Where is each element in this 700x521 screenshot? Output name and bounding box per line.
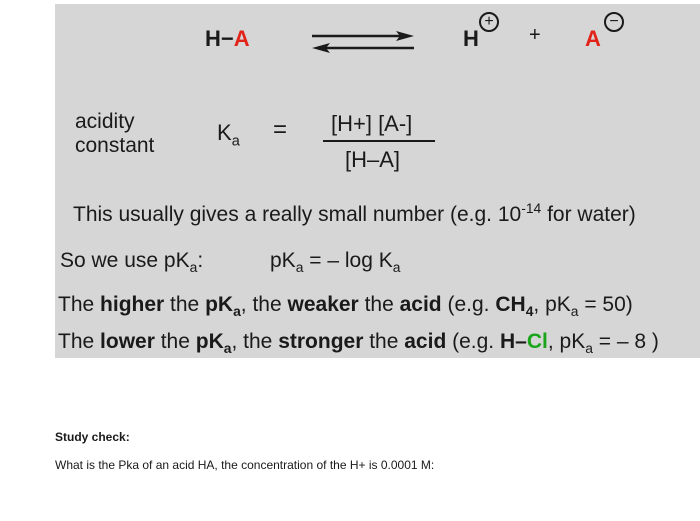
use-pka-sub: a <box>189 259 198 276</box>
small-number-note <box>73 200 636 227</box>
rule-sub: a <box>223 340 232 357</box>
pka-formula-sub2: a <box>392 259 401 276</box>
rule-sub: a <box>570 303 579 320</box>
bond-dash: − <box>220 26 234 51</box>
pka-formula-sub: a <box>295 259 304 276</box>
study-check-heading: Study check: <box>55 430 130 444</box>
rule-bold: pK <box>195 330 224 353</box>
rule-bold-formula <box>500 330 548 353</box>
negative-charge-icon: − <box>604 12 624 32</box>
note-exponent: -14 <box>521 200 542 216</box>
rule-text: the <box>358 293 400 316</box>
chlorine-atom: Cl <box>526 330 548 353</box>
rule-bold-pka <box>195 330 232 357</box>
rule-text: = – 8 ) <box>592 330 659 353</box>
higher-pka-rule <box>58 293 633 319</box>
hydrogen-atom: H <box>205 26 221 51</box>
rule-bold-formula <box>495 293 534 320</box>
rule-text: the <box>154 330 196 353</box>
k-letter: K <box>217 120 232 145</box>
a-atom: A <box>233 26 250 51</box>
fraction-numerator: [H+] [A-] <box>331 111 413 136</box>
rule-bold: acid <box>404 330 447 353</box>
ka-slide-image <box>55 4 700 358</box>
rule-text: the <box>363 330 405 353</box>
label-line-1: acidity <box>75 110 135 133</box>
rule-text: = 50) <box>578 293 633 316</box>
rule-text: , the <box>240 293 288 316</box>
fraction-denominator: [H–A] <box>345 147 401 172</box>
rule-bold: higher <box>100 293 165 316</box>
note-text: This usually gives a really small number (e.g. 10 <box>73 203 522 226</box>
rule-bold: weaker <box>287 293 359 316</box>
ka-symbol <box>217 120 240 149</box>
k-subscript: a <box>231 133 240 150</box>
rule-sub: a <box>585 340 593 357</box>
rule-bold: acid <box>399 293 442 316</box>
rule-text: (e.g. <box>441 293 496 316</box>
equilibrium-arrows-icon <box>308 28 418 56</box>
plus-sign: + <box>529 24 541 46</box>
rule-sub: 4 <box>525 303 534 320</box>
rule-text: The <box>58 330 101 353</box>
rule-bold: stronger <box>278 330 364 353</box>
pka-formula-pk: pK <box>270 249 296 272</box>
rule-text: , the <box>231 330 279 353</box>
acidity-constant-label <box>75 110 154 158</box>
study-check-question: What is the Pka of an acid HA, the concentration of the H+ is 0.0001 M: <box>55 458 435 472</box>
hydrogen-ion: H <box>463 26 479 51</box>
rule-text: (e.g. <box>446 330 500 353</box>
rule-text: , pK <box>547 330 586 353</box>
pka-formula <box>270 249 400 275</box>
rule-text: the <box>164 293 206 316</box>
use-pka-colon: : <box>197 249 204 272</box>
lower-pka-rule <box>58 330 659 356</box>
fraction-bar <box>323 140 435 142</box>
acid-ha-formula <box>205 26 250 52</box>
use-pka-text <box>60 249 203 275</box>
rule-bold-pka <box>205 293 241 320</box>
rule-bold: lower <box>100 330 155 353</box>
rule-bold: CH <box>495 293 526 316</box>
label-line-2: constant <box>75 134 155 157</box>
use-pka-label: So we use pK <box>60 249 190 272</box>
rule-text: The <box>58 293 101 316</box>
rule-bold: pK <box>205 293 234 316</box>
pka-formula-log: = – log K <box>303 249 393 272</box>
rule-text: , pK <box>533 293 571 316</box>
rule-bold: H– <box>499 330 527 353</box>
equals-sign: = <box>273 116 288 143</box>
rule-sub: a <box>233 303 241 320</box>
positive-charge-icon: + <box>479 12 499 32</box>
conjugate-base-ion: A <box>585 26 601 51</box>
note-tail: for water) <box>541 203 636 226</box>
